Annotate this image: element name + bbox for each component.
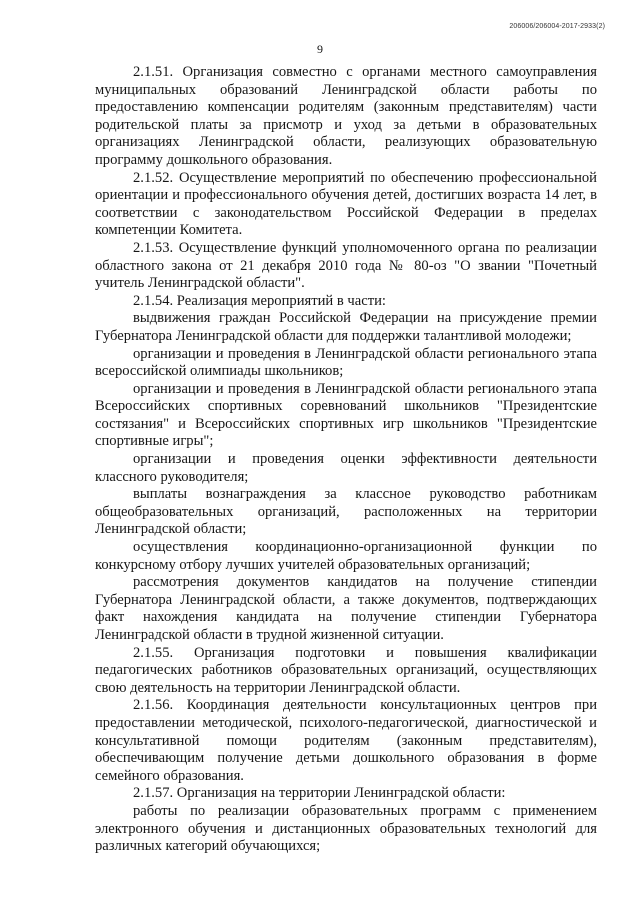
paragraph-2-1-53: 2.1.53. Осуществление функций уполномоченного органа по реализации областного закона от 21 декабря 2010 года № 80-оз "О звании "Почетный учитель Ленинградской области". <box>95 239 597 292</box>
list-item-e-learning: работы по реализации образовательных программ с применением электронного обучения и дистанционных образовательных технологий для различных категорий обучающихся; <box>95 802 597 855</box>
paragraph-2-1-54: 2.1.54. Реализация мероприятий в части: <box>133 292 386 309</box>
document-body <box>95 64 597 856</box>
page-number: 9 <box>317 42 323 56</box>
list-item-teacher-evaluation: организации и проведения оценки эффективности деятельности классного руководителя; <box>95 451 597 485</box>
paragraph-2-1-57: 2.1.57. Организация на территории Ленинградской области: <box>133 785 506 802</box>
list-item-olympiad: организации и проведения в Ленинградской области регионального этапа всероссийской олимпиады школьников; <box>95 345 597 380</box>
list-item-teacher-selection: осуществления координационно-организационной функции по конкурсному отбору лучших учителей образовательных организаций; <box>95 539 597 573</box>
paragraph-2-1-56: 2.1.56. Координация деятельности консультационных центров при предоставлении методической, психолого-педагогической, диагностической и консультативной помощи родителям (законным представителям), обеспечивающим получение детьми дошкольного образования в форме семейного образования. <box>95 697 597 784</box>
list-item-nomination: выдвижения граждан Российской Федерации на присуждение премии Губернатора Ленинградской области для поддержки талантливой молодежи; <box>95 310 597 344</box>
document-id: 206006/206004-2017-2933(2) <box>509 23 605 30</box>
list-item-sports-competitions: организации и проведения в Ленинградской области регионального этапа Всероссийских спортивных соревнований школьников "Президентские состязания" и Всероссийских спортивных игр школьников "Президентские спортивные игры"; <box>95 380 597 450</box>
paragraph-2-1-55: 2.1.55. Организация подготовки и повышения квалификации педагогических работников образовательных организаций, осуществляющих свою деятельность на территории Ленинградской области. <box>95 644 597 696</box>
list-item-remuneration: выплаты вознаграждения за классное руководство работникам общеобразовательных организаций, расположенных на территории Ленинградской области; <box>95 486 597 538</box>
list-item-scholarship: рассмотрения документов кандидатов на получение стипендии Губернатора Ленинградской области, а также документов, подтверждающих факт нахождения кандидата на получение стипендии Губернатора Ленинградской области в трудной жизненной ситуации. <box>95 574 597 643</box>
paragraph-2-1-51: 2.1.51. Организация совместно с органами местного самоуправления муниципальных образований Ленинградской области работы по предоставлению компенсации родителям (законным представителям) части родительской платы за присмотр и уход за детьми в образовательных организациях Ленинградской области, реализующих образовательную программу дошкольного образования. <box>95 64 597 168</box>
paragraph-2-1-52: 2.1.52. Осуществление мероприятий по обеспечению профессиональной ориентации и профессионального обучения детей, достигших возраста 14 лет, в соответствии с законодательством Российской Федерации в пределах компетенции Комитета. <box>95 169 597 239</box>
